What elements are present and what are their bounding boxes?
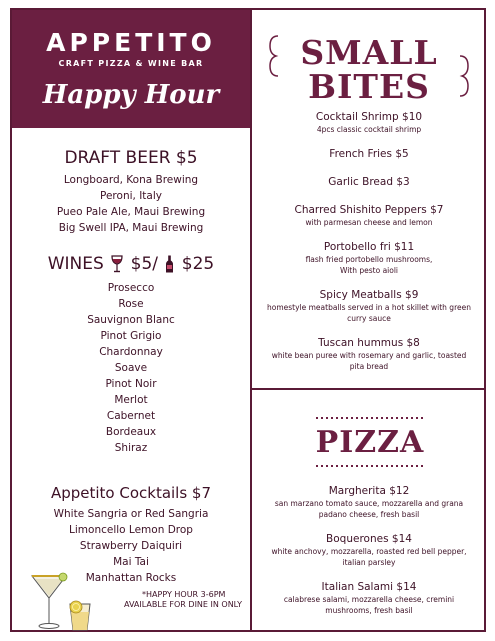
list-item: Sauvignon Blanc (87, 314, 175, 326)
list-item (252, 240, 486, 276)
list-item (252, 110, 486, 135)
item-name: Garlic Bread $3 (328, 176, 410, 188)
pizza-heading (312, 414, 428, 470)
pizza-list (252, 484, 486, 616)
brand-subtitle: CRAFT PIZZA & WINE BAR (58, 59, 204, 68)
list-item (252, 484, 486, 520)
item-name: Charred Shishito Peppers $7 (294, 204, 444, 216)
wines-label: WINES (47, 254, 104, 274)
cocktails-title: Appetito Cocktails $7 (50, 484, 212, 502)
small-bites-list (252, 110, 486, 372)
list-item (252, 175, 486, 189)
list-item: White Sangria or Red Sangria (53, 508, 209, 520)
wine-bottle-price: $25 (181, 254, 215, 274)
pizza-heading-text: PIZZA (315, 425, 425, 460)
item-name: Cocktail Shrimp $10 (315, 111, 423, 123)
list-item: Limoncello Lemon Drop (69, 524, 193, 536)
item-name: Boquerones $14 (326, 533, 412, 545)
draft-beer-list (12, 172, 250, 236)
item-name: Margherita $12 (328, 485, 410, 497)
item-description: With pesto aioli (339, 266, 399, 275)
item-description: white anchovy, mozzarella, roasted red bell pepper, italian parsley (271, 547, 467, 567)
small-bites-line2: BITES (308, 67, 430, 102)
list-item: Cabernet (106, 410, 156, 422)
item-name: Italian Salami $14 (321, 581, 417, 593)
list-item: Manhattan Rocks (85, 572, 177, 584)
list-item: Big Swell IPA, Maui Brewing (58, 222, 204, 234)
wines-title (12, 254, 250, 274)
happy-hour-note (124, 590, 242, 610)
happy-hour-title: Happy Hour (42, 80, 220, 110)
list-item: Pueo Pale Ale, Maui Brewing (56, 206, 206, 218)
cocktail-glasses-illustration (26, 568, 116, 634)
list-item: Pinot Noir (105, 378, 157, 390)
item-description: with parmesan cheese and lemon (305, 218, 433, 227)
item-name: Tuscan hummus $8 (318, 337, 420, 349)
list-item: Chardonnay (99, 346, 163, 358)
item-name: Portobello fri $11 (323, 241, 415, 253)
wines-list (12, 280, 250, 456)
list-item (252, 147, 486, 161)
list-item: Shiraz (114, 442, 148, 454)
item-description: flash fried portobello mushrooms, (305, 255, 433, 264)
item-description: san marzano tomato sauce, mozzarella and grana padano cheese, fresh basil (274, 499, 464, 519)
note-line-2: AVAILABLE FOR DINE IN ONLY (124, 600, 242, 609)
item-name: Spicy Meatballs $9 (319, 289, 419, 301)
wine-glass-price: $5/ (130, 254, 158, 274)
list-item (252, 580, 486, 616)
item-description: white bean puree with rosemary and garlic, toasted pita bread (271, 351, 467, 371)
item-description: calabrese salami, mozzarella cheese, cremini mushrooms, fresh basil (283, 595, 455, 615)
brand-name: APPETITO (46, 28, 216, 57)
list-item: Rose (118, 298, 144, 310)
list-item: Peroni, Italy (100, 190, 162, 202)
wine-glass-icon (111, 255, 123, 273)
food-column (252, 10, 486, 630)
list-item (252, 336, 486, 372)
draft-beer-title: DRAFT BEER $5 (64, 148, 198, 168)
list-item: Prosecco (107, 282, 155, 294)
small-bites-line1: SMALL (300, 33, 438, 72)
wine-bottle-icon (165, 255, 174, 273)
list-item (252, 532, 486, 568)
list-item: Strawberry Daiquiri (79, 540, 183, 552)
note-line-1: *HAPPY HOUR 3-6PM (142, 590, 226, 599)
list-item: Pinot Grigio (100, 330, 162, 342)
list-item: Soave (114, 362, 148, 374)
menu-frame (10, 8, 486, 632)
item-name: French Fries $5 (329, 148, 409, 160)
list-item: Longboard, Kona Brewing (63, 174, 199, 186)
list-item (252, 288, 486, 324)
brand-banner (12, 10, 250, 128)
list-item: Merlot (114, 394, 148, 406)
list-item: Bordeaux (105, 426, 157, 438)
small-bites-heading (268, 32, 470, 102)
item-description: 4pcs classic cocktail shrimp (316, 125, 422, 134)
drinks-column (12, 10, 250, 630)
list-item: Mai Tai (113, 556, 149, 568)
item-description: homestyle meatballs served in a hot skillet with green curry sauce (267, 303, 471, 323)
list-item (252, 203, 486, 228)
